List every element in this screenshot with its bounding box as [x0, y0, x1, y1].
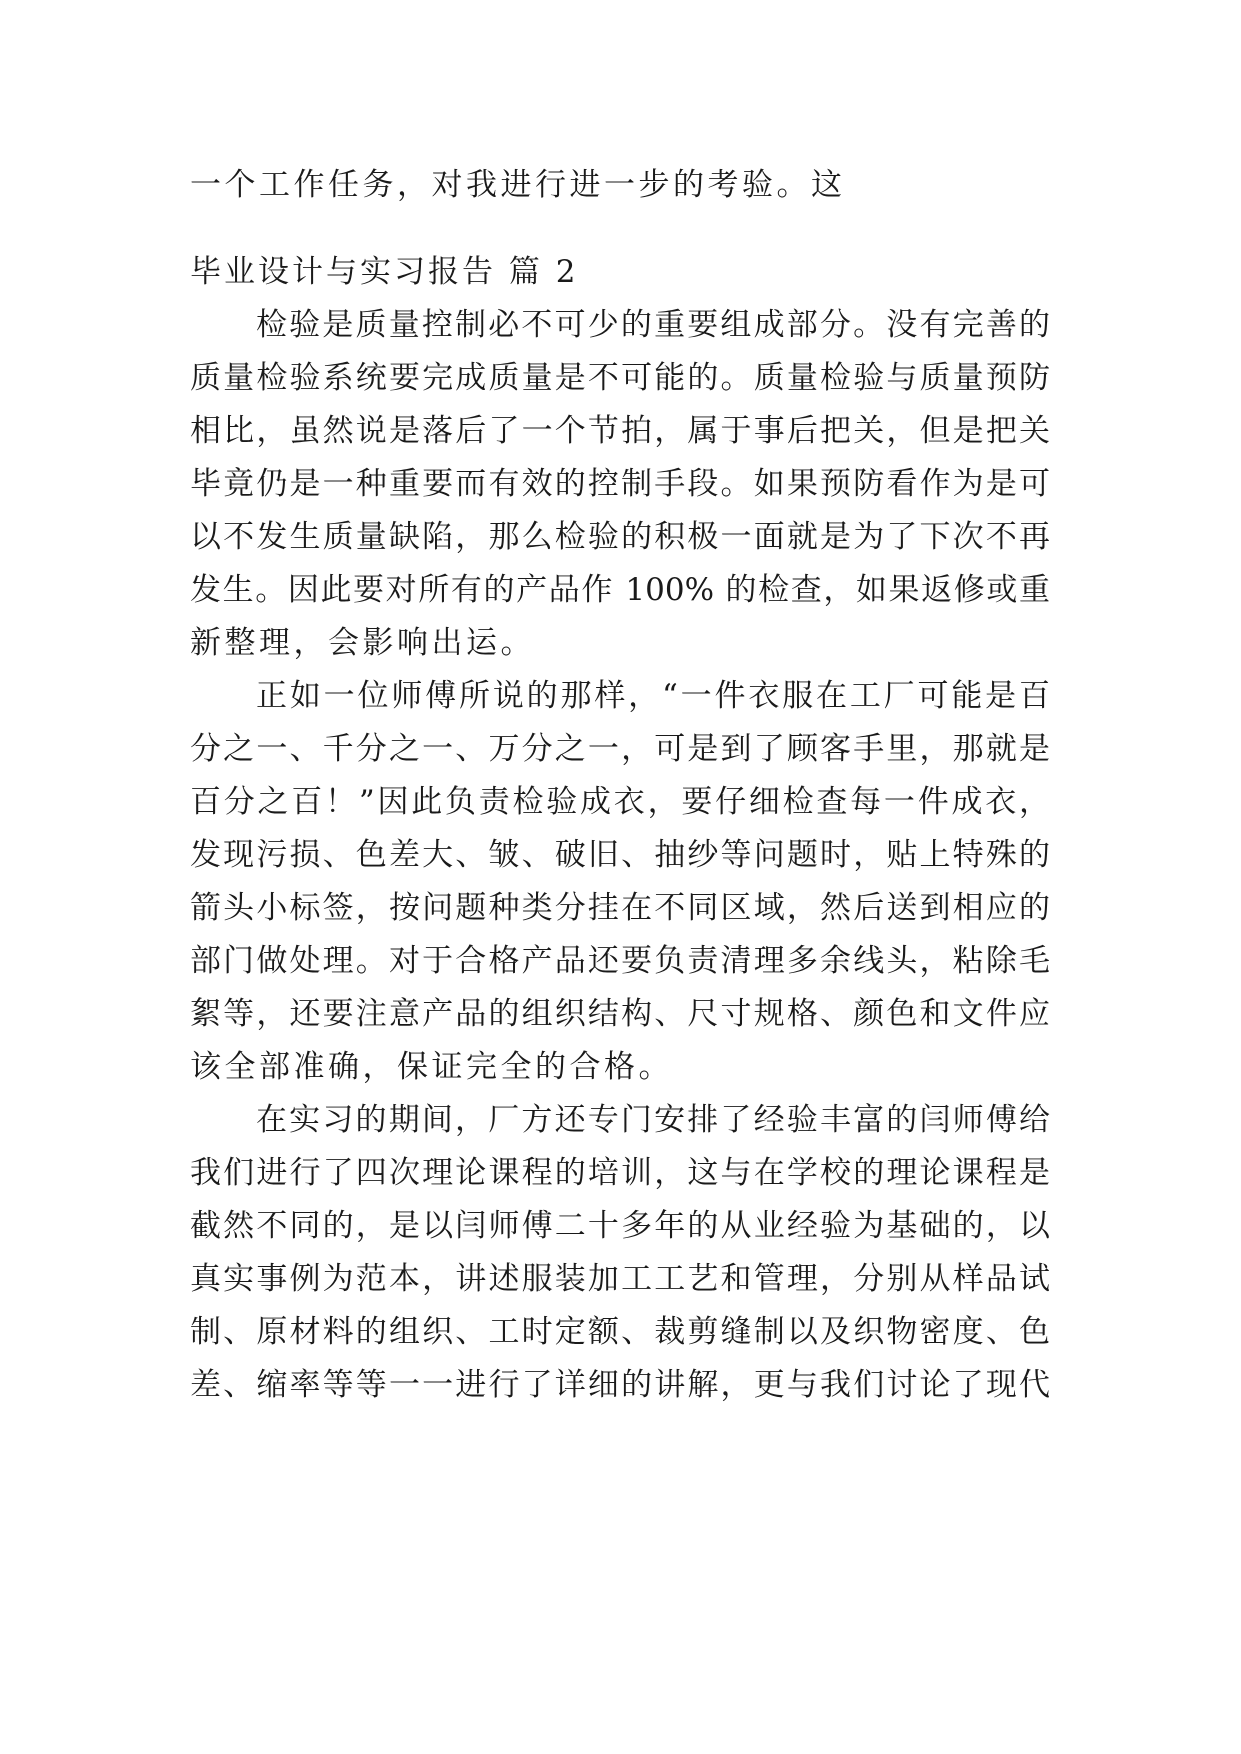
- paragraph-line: 正如一位师傅所说的那样，“一件衣服在工厂可能是百: [256, 678, 1050, 714]
- paragraph-line: 在实习的期间，厂方还专门安排了经验丰富的闫师傅给: [256, 1102, 1050, 1138]
- paragraph-line: 分之一、千分之一、万分之一，可是到了顾客手里，那就是: [190, 731, 1050, 767]
- paragraph-line: 以不发生质量缺陷，那么检验的积极一面就是为了下次不再: [190, 519, 1050, 555]
- paragraph-line: 检验是质量控制必不可少的重要组成部分。没有完善的: [256, 307, 1050, 343]
- paragraph-line: 差、缩率等等一一进行了详细的讲解，更与我们讨论了现代: [190, 1367, 1050, 1403]
- continuation-line: 一个工作任务，对我进行进一步的考验。这: [190, 167, 846, 203]
- paragraph-line: 截然不同的，是以闫师傅二十多年的从业经验为基础的，以: [190, 1208, 1050, 1244]
- paragraph-line: 絮等，还要注意产品的组织结构、尺寸规格、颜色和文件应: [190, 996, 1050, 1032]
- paragraph-line: 箭头小标签，按问题种类分挂在不同区域，然后送到相应的: [190, 890, 1050, 926]
- paragraph-line: 百分之百！”因此负责检验成衣，要仔细检查每一件成衣，: [190, 784, 1050, 820]
- paragraph-line: 质量检验系统要完成质量是不可能的。质量检验与质量预防: [190, 360, 1050, 396]
- paragraph-line: 相比，虽然说是落后了一个节拍，属于事后把关，但是把关: [190, 413, 1050, 449]
- paragraph-line: 发生。因此要对所有的产品作 100% 的检查，如果返修或重: [190, 572, 1050, 608]
- paragraph-line: 我们进行了四次理论课程的培训，这与在学校的理论课程是: [190, 1155, 1050, 1191]
- paragraph-line: 部门做处理。对于合格产品还要负责清理多余线头，粘除毛: [190, 943, 1050, 979]
- section-heading: 毕业设计与实习报告 篇 2: [190, 254, 579, 290]
- paragraph-line: 该全部准确，保证完全的合格。: [190, 1049, 673, 1085]
- paragraph-line: 新整理，会影响出运。: [190, 625, 535, 661]
- paragraph-line: 真实事例为范本，讲述服装加工工艺和管理，分别从样品试: [190, 1261, 1050, 1297]
- paragraph-line: 发现污损、色差大、皱、破旧、抽纱等问题时，贴上特殊的: [190, 837, 1050, 873]
- paragraph-line: 毕竟仍是一种重要而有效的控制手段。如果预防看作为是可: [190, 466, 1050, 502]
- paragraph-line: 制、原材料的组织、工时定额、裁剪缝制以及织物密度、色: [190, 1314, 1050, 1350]
